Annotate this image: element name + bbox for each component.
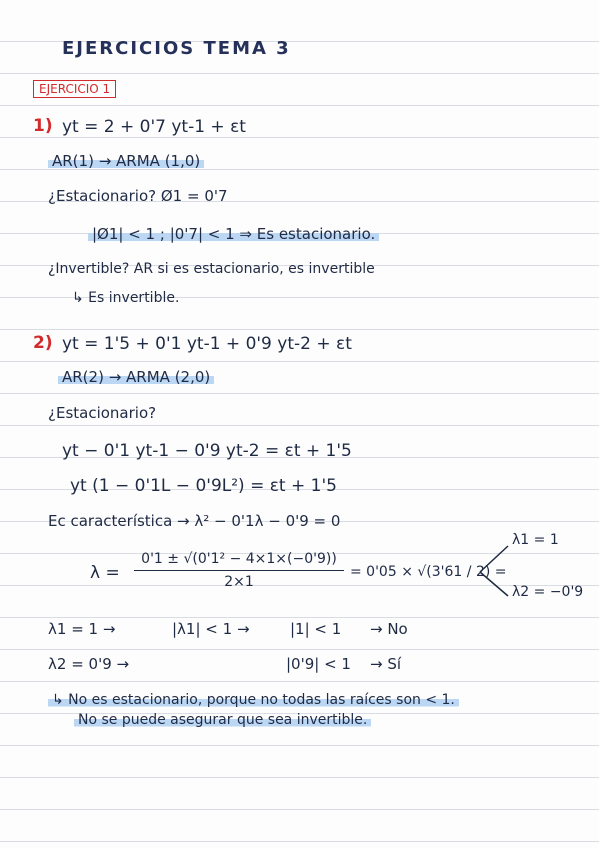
conclusion-highlight-1: ↳ No es estacionario, porque no todas las raíces son < 1. xyxy=(48,692,459,708)
stationarity-highlight: |Ø1| < 1 ; |0'7| < 1 ⇒ Es estacionario. xyxy=(88,225,379,243)
root-1-check-lambda: λ1 = 1 → xyxy=(48,620,116,638)
characteristic-equation: Ec característica → λ² − 0'1λ − 0'9 = 0 xyxy=(48,512,341,530)
root-1-check-value: |1| < 1 xyxy=(290,620,342,638)
item-2-stationarity-question: ¿Estacionario? xyxy=(48,404,157,422)
item-1-equation: yt = 2 + 0'7 yt-1 + εt xyxy=(62,117,246,137)
item-2-lag-equation: yt (1 − 0'1L − 0'9L²) = εt + 1'5 xyxy=(70,476,337,496)
fraction-denominator: 2×1 xyxy=(224,574,254,590)
item-2-equation: yt = 1'5 + 0'1 yt-1 + 0'9 yt-2 + εt xyxy=(62,334,352,354)
root-2: λ2 = −0'9 xyxy=(512,584,584,600)
conclusion-line-2 xyxy=(74,712,371,728)
item-1-stationarity-question: ¿Estacionario? Ø1 = 0'7 xyxy=(48,187,228,205)
lambda-lhs: λ = xyxy=(90,563,120,583)
item-2-model: AR(2) → ARMA (2,0) xyxy=(58,368,214,386)
root-1-check-condition: |λ1| < 1 → xyxy=(172,620,250,638)
root-2-check-result: → Sí xyxy=(370,655,402,673)
root-2-check-lambda: λ2 = 0'9 → xyxy=(48,655,130,673)
root-2-check-value: |0'9| < 1 xyxy=(286,655,351,673)
conclusion-line-1 xyxy=(48,692,459,708)
fraction-numerator: 0'1 ± √(0'1² − 4×1×(−0'9)) xyxy=(141,551,337,567)
item-1-model: AR(1) → ARMA (1,0) xyxy=(48,152,204,170)
item-1-number: 1) xyxy=(33,116,53,136)
fraction-result: = 0'05 × √(3'61 / 2) = xyxy=(350,564,507,580)
root-1-check-result: → No xyxy=(370,620,408,638)
item-1-invertibility-question: ¿Invertible? AR si es estacionario, es invertible xyxy=(48,261,375,277)
root-1: λ1 = 1 xyxy=(512,532,559,548)
exercise-1-label: EJERCICIO 1 xyxy=(33,80,116,98)
item-1-invertibility-answer: ↳ Es invertible. xyxy=(72,290,180,306)
item-2-rearranged-equation: yt − 0'1 yt-1 − 0'9 yt-2 = εt + 1'5 xyxy=(62,441,352,461)
item-2-number: 2) xyxy=(33,333,53,353)
conclusion-highlight-2: No se puede asegurar que sea invertible. xyxy=(74,712,371,728)
page-title: EJERCICIOS TEMA 3 xyxy=(62,38,291,59)
